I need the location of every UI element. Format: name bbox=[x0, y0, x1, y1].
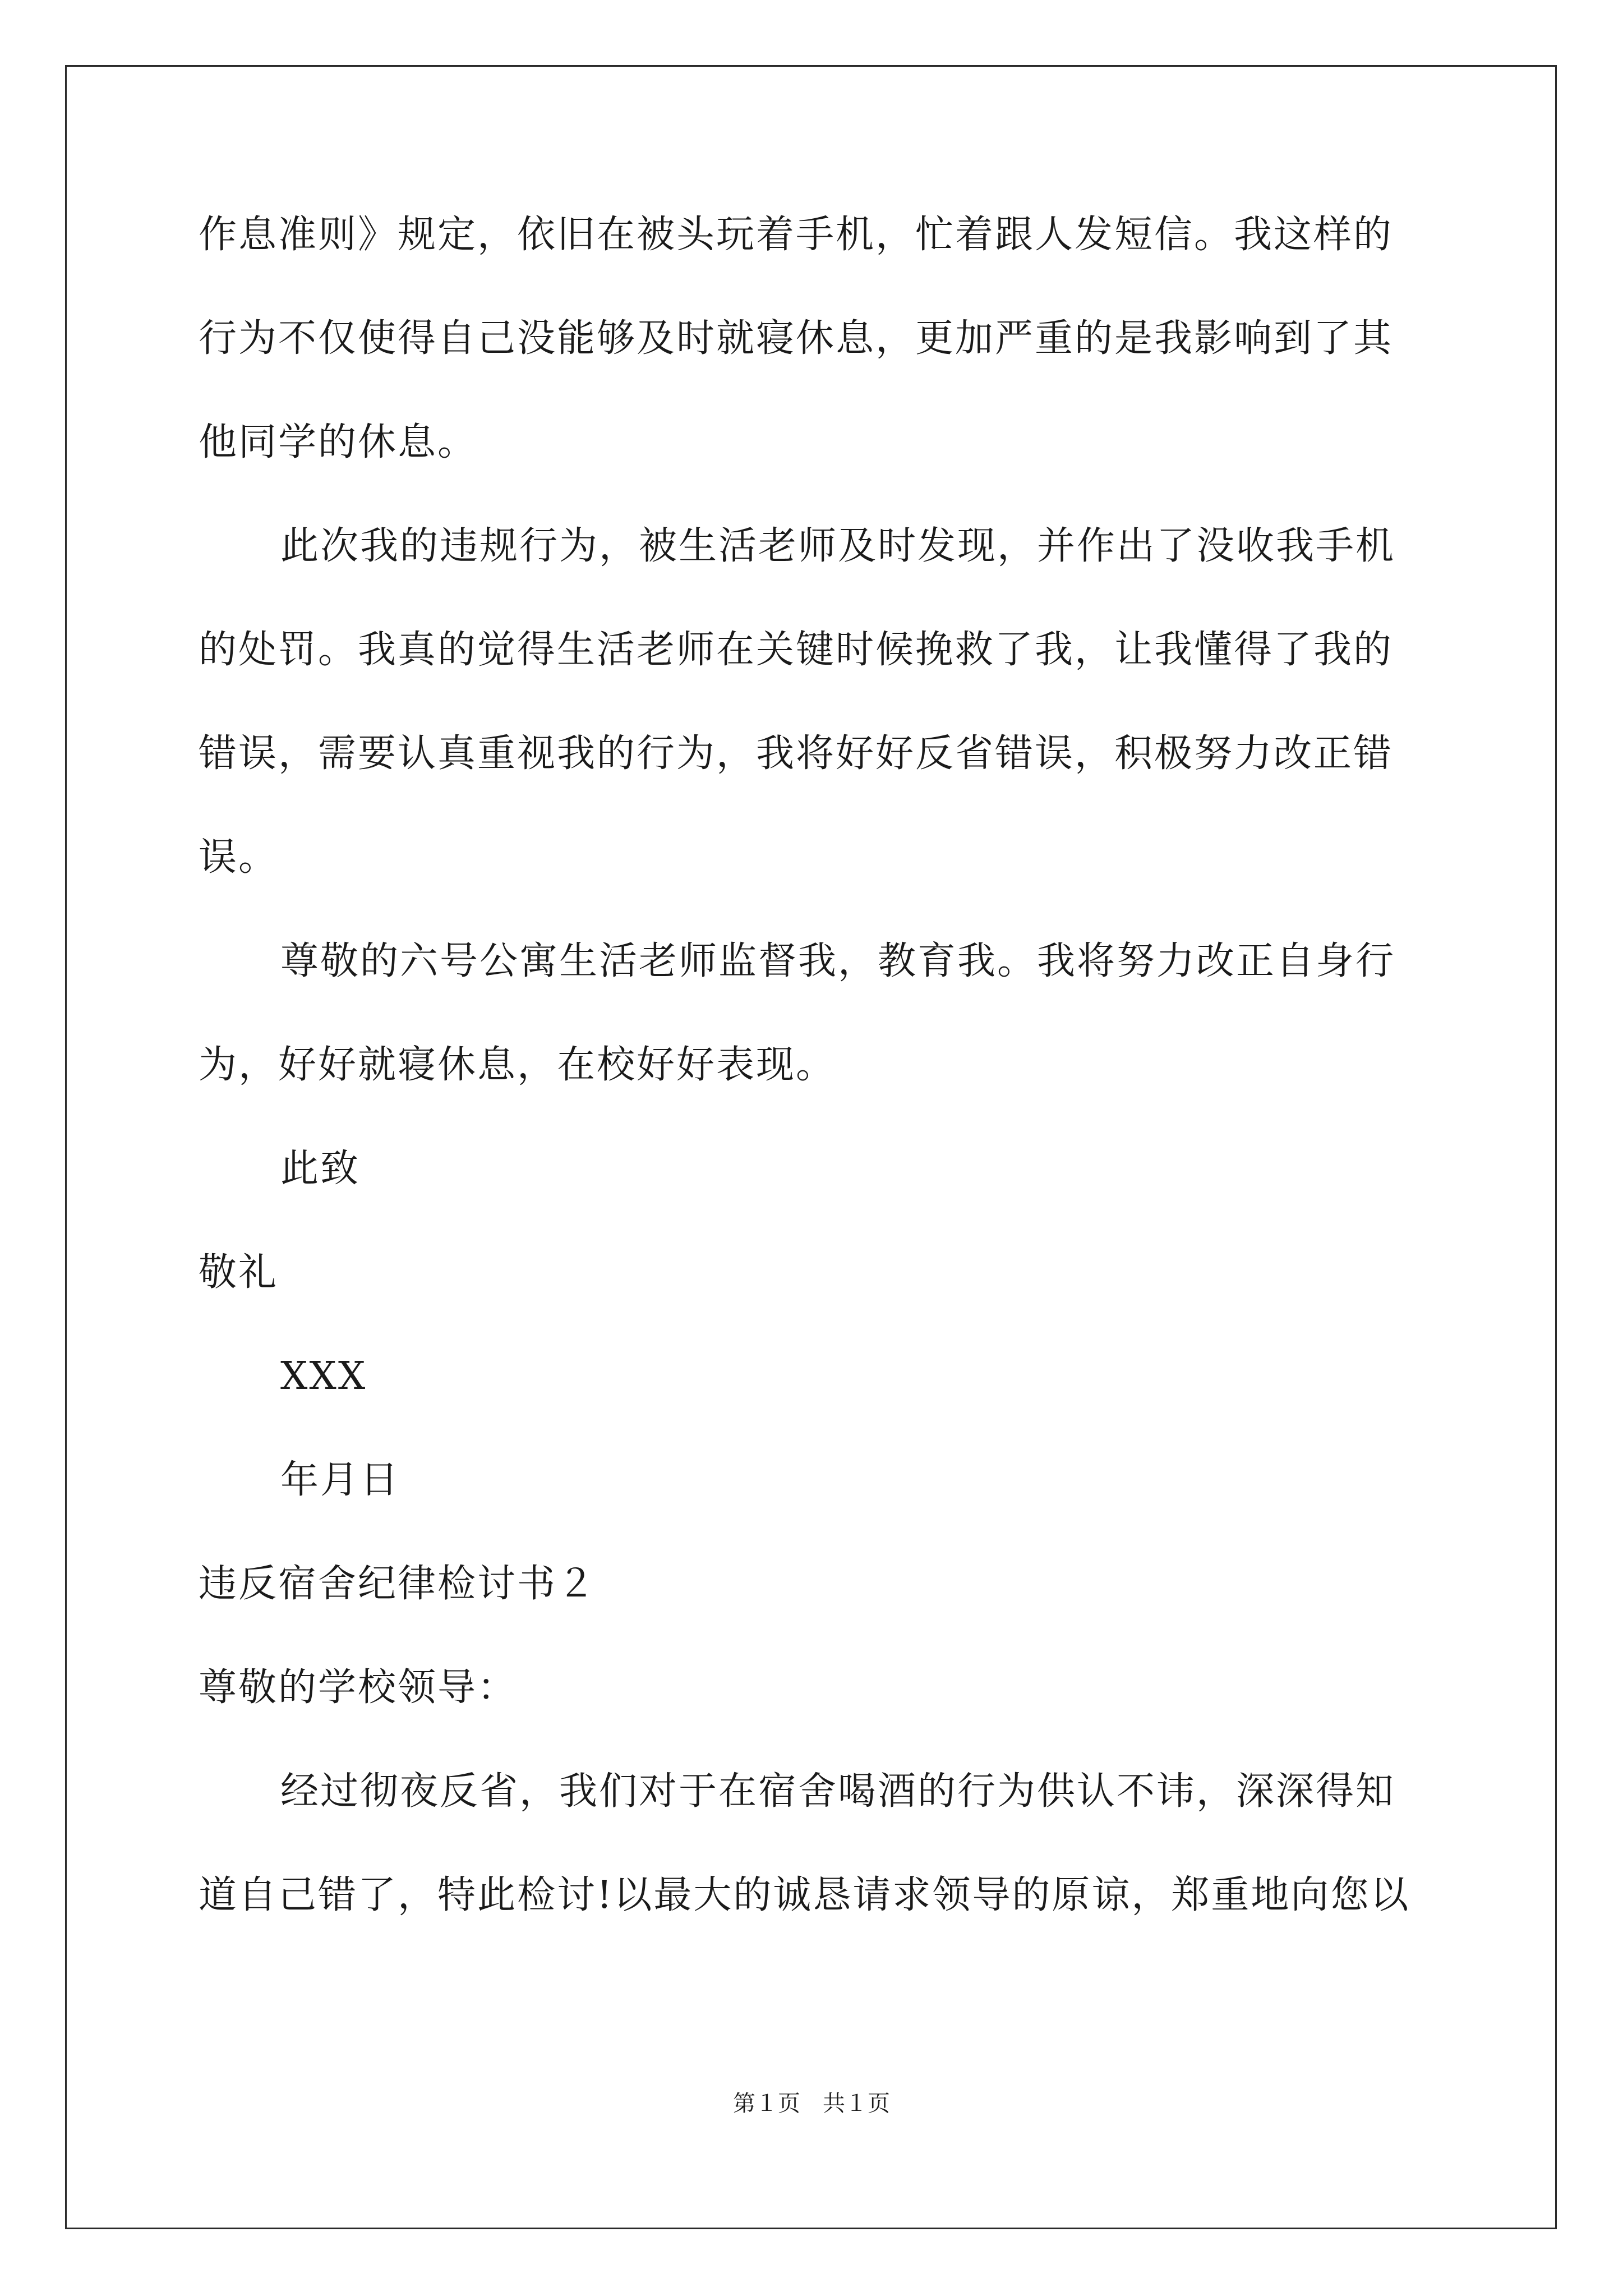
paragraph-3-line-1: 尊敬的六号公寓生活老师监督我，教育我。我将努力改正自身行 bbox=[280, 939, 1396, 983]
paragraph-1-line-1: 作息准则》规定，依旧在被头玩着手机，忙着跟人发短信。我这样的 bbox=[199, 213, 1394, 257]
page-footer: 第１页 共１页 bbox=[733, 2091, 890, 2116]
section-2-greeting: 尊敬的学校领导： bbox=[199, 1665, 518, 1710]
paragraph-2-line-1: 此次我的违规行为，被生活老师及时发现，并作出了没收我手机 bbox=[280, 524, 1396, 568]
paragraph-2-line-2: 的处罚。我真的觉得生活老师在关键时候挽救了我，让我懂得了我的 bbox=[199, 628, 1394, 672]
paragraph-3-line-2: 为，好好就寝休息，在校好好表现。 bbox=[199, 1043, 836, 1087]
closing-salutation: 此致 bbox=[280, 1147, 361, 1191]
section-2-title: 违反宿舍纪律检讨书２ bbox=[199, 1562, 597, 1606]
closing-respect: 敬礼 bbox=[199, 1250, 279, 1295]
paragraph-2-line-3: 错误，需要认真重视我的行为，我将好好反省错误，积极努力改正错 bbox=[199, 731, 1394, 776]
section-2-line-2: 道自己错了，特此检讨!以最大的诚恳请求领导的原谅，郑重地向您以 bbox=[199, 1873, 1410, 1917]
section-2-line-1: 经过彻夜反省，我们对于在宿舍喝酒的行为供认不讳，深深得知 bbox=[280, 1769, 1396, 1814]
paragraph-2-line-4: 误。 bbox=[199, 835, 279, 880]
paragraph-1-line-3: 他同学的休息。 bbox=[199, 420, 478, 464]
date-line: 年月日 bbox=[280, 1458, 400, 1502]
signature: XXX bbox=[280, 1354, 367, 1398]
paragraph-1-line-2: 行为不仅使得自己没能够及时就寝休息，更加严重的是我影响到了其 bbox=[199, 316, 1394, 361]
